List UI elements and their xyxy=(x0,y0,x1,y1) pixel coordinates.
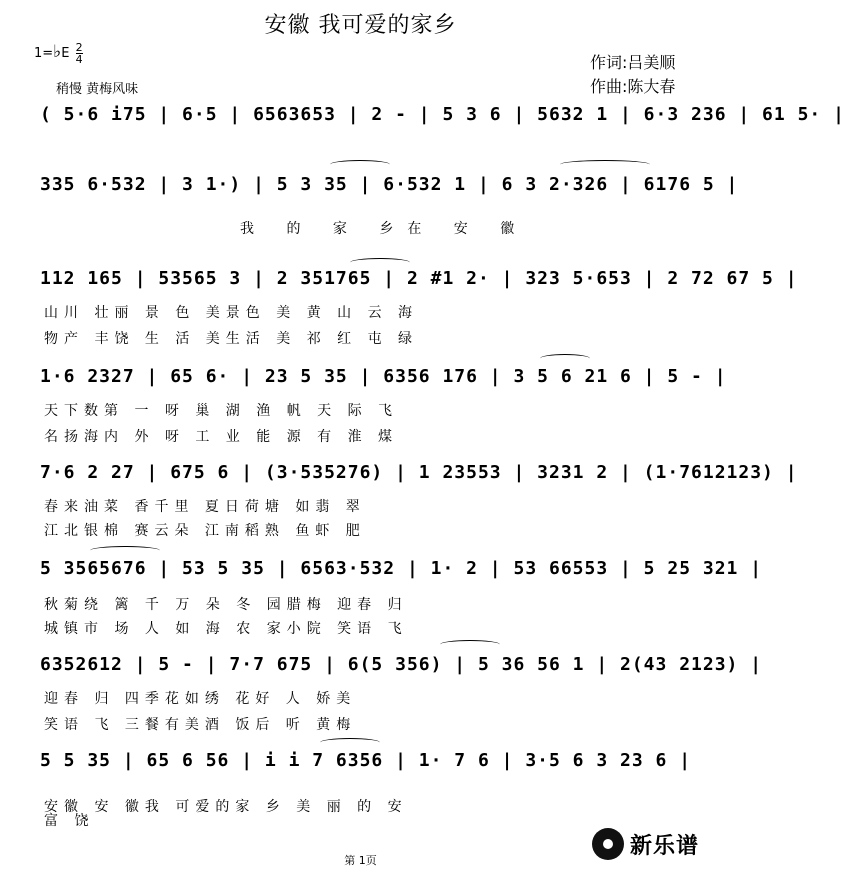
lyric-line-6-1: 秋菊绕 篱 千 万 朵 冬 园腊梅 迎春 归 xyxy=(44,597,408,613)
music-line-5: 7·6 2 27 | 675 6 | (3·535276) | 1 23553 | 3231 2 | (1·7612123) | xyxy=(40,462,798,483)
music-line-7: 6352612 | 5 - | 7·7 675 | 6(5 356) | 5 36 56 1 | 2(43 2123) | xyxy=(40,654,763,675)
composer-credit: 作曲:陈大春 xyxy=(590,77,676,96)
site-logo xyxy=(592,826,699,862)
lyric-line-5-1: 春来油菜 香千里 夏日荷塘 如翡 翠 xyxy=(44,499,366,515)
slur-mark xyxy=(560,160,650,169)
lyric-line-3-2: 物产 丰饶 生 活 美生活 美 祁 红 屯 绿 xyxy=(44,331,419,347)
slur-mark xyxy=(90,546,160,555)
lyricist-credit: 作词:吕美顺 xyxy=(590,53,676,72)
lyric-line-2-1: 我 的 家 乡在 安 徽 xyxy=(240,221,529,237)
music-line-6: 5 3565676 | 53 5 35 | 6563·532 | 1· 2 | 53 66553 | 5 25 321 | xyxy=(40,558,763,579)
time-signature xyxy=(76,42,83,65)
lyric-line-4-2: 名扬海内 外 呀 工 业 能 源 有 淮 煤 xyxy=(44,429,399,445)
music-line-1: ( 5·6 i75 | 6·5 | 6563653 | 2 - | 5 3 6 | 5632 1 | 6·3 236 | 61 5· | xyxy=(40,104,845,125)
vinyl-disc-icon xyxy=(592,828,624,860)
page-number: 第 1页 xyxy=(344,854,377,867)
key-note: E xyxy=(61,46,70,61)
slur-mark xyxy=(440,640,500,649)
slur-mark xyxy=(540,354,590,363)
time-numerator: 2 xyxy=(75,41,83,54)
lyric-line-7-2: 笑语 飞 三餐有美酒 饭后 听 黄梅 xyxy=(44,717,357,733)
music-line-3: 112 165 | 53565 3 | 2 351765 | 2 #1 2· | 323 5·653 | 2 72 67 5 | xyxy=(40,268,798,289)
lyric-line-4-1: 天下数第 一 呀 巢 湖 渔 帆 天 际 飞 xyxy=(44,403,399,419)
music-line-4: 1·6 2327 | 65 6· | 23 5 35 | 6356 176 | 3 5 6 21 6 | 5 - | xyxy=(40,366,727,387)
lyric-line-6-2: 城镇市 场 人 如 海 农 家小院 笑语 飞 xyxy=(44,621,408,637)
key-signature xyxy=(34,42,83,65)
key-prefix: 1= xyxy=(34,46,54,61)
lyric-line-8-1: 安徽 安 徽我 可爱的家 乡 美 丽 的 安 xyxy=(44,799,408,815)
slur-mark xyxy=(350,258,410,267)
flat-symbol: ♭ xyxy=(53,42,62,62)
slur-mark xyxy=(330,160,390,169)
time-denominator: 4 xyxy=(75,53,83,66)
slur-mark xyxy=(320,738,380,747)
lyric-line-8-2: 富 饶 xyxy=(44,813,95,829)
lyric-line-3-1: 山川 壮丽 景 色 美景色 美 黄 山 云 海 xyxy=(44,305,419,321)
tempo-marking: 稍慢 黄梅风味 xyxy=(56,82,139,97)
logo-text: 新乐谱 xyxy=(630,833,700,859)
lyric-line-5-2: 江北银棉 赛云朵 江南稻熟 鱼虾 肥 xyxy=(44,523,366,539)
song-title: 安徽 我可爱的家乡 xyxy=(264,13,457,38)
music-line-2: 335 6·532 | 3 1·) | 5 3 35 | 6·532 1 | 6 3 2·326 | 6176 5 | xyxy=(40,174,739,195)
music-line-8: 5 5 35 | 65 6 56 | i i 7 6356 | 1· 7 6 | 3·5 6 3 23 6 | xyxy=(40,750,692,771)
lyric-line-7-1: 迎春 归 四季花如绣 花好 人 娇美 xyxy=(44,691,357,707)
